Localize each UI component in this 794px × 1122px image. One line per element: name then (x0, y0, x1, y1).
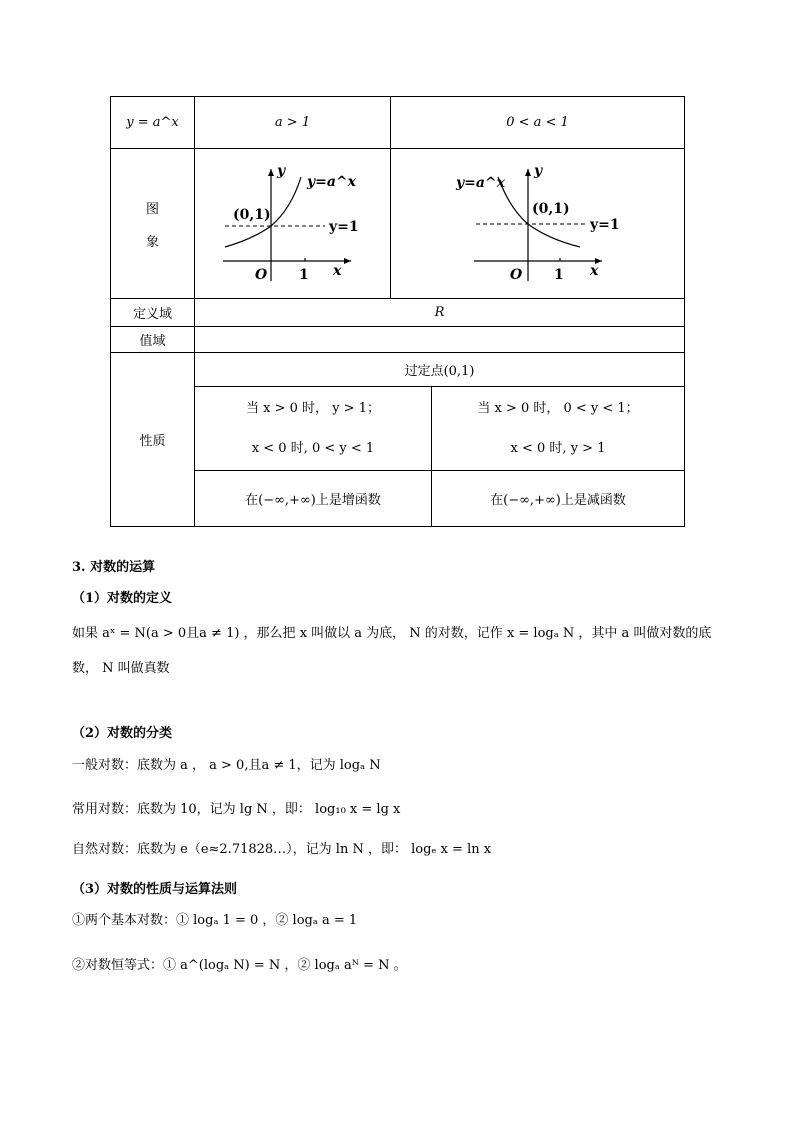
definition-line-1: 如果 aˣ = N(a > 0且a ≠ 1) ，那么把 x 叫做以 a 为底， N 的对数，记作 x = logₐ N ，其中 a 叫做对数的底 (72, 626, 712, 641)
graph-decreasing (448, 159, 628, 289)
prop-increasing-cell (195, 387, 432, 471)
line-label: y=1 (328, 218, 359, 235)
graph-cell-increasing (195, 149, 391, 299)
subsection-1-title: （1）对数的定义 (72, 591, 173, 606)
graph-label-1: 图 (145, 201, 159, 217)
rule-basic-logs: ①两个基本对数：① logₐ 1 = 0 ，② logₐ a = 1 (72, 913, 358, 928)
graph-label-2: 象 (145, 234, 159, 250)
exponential-function-table (110, 96, 685, 527)
fixed-point: 过定点(0,1) (404, 364, 475, 379)
mono1: 在(−∞,+∞)上是增函数 (245, 493, 381, 508)
property-label: 性质 (139, 434, 166, 449)
tick-label: 1 (553, 266, 564, 283)
definition-line-2: 数， N 叫做真数 (72, 661, 170, 676)
subsection-3-title: （3）对数的性质与运算法则 (72, 882, 238, 897)
line-label: y=1 (589, 216, 620, 233)
axis-x-label: x (589, 262, 598, 279)
origin-label: O (509, 266, 522, 283)
range-value-cell (195, 327, 685, 353)
mono-increasing-cell (195, 471, 432, 527)
curve-label: y=a^x (455, 174, 505, 191)
domain-value: R (434, 305, 445, 320)
origin-label: O (254, 266, 267, 283)
header-col2: 0 < a < 1 (506, 115, 569, 130)
domain-label-cell (111, 299, 195, 327)
prop2-line2: x < 0 时, y > 1 (510, 440, 606, 456)
header-func: y = a^x (126, 115, 179, 130)
rule-identity: ②对数恒等式：① a^(logₐ N) = N ，② logₐ aᴺ = N 。 (72, 958, 407, 973)
prop1-line2: x < 0 时, 0 < y < 1 (251, 440, 375, 456)
point-label: (0,1) (531, 200, 570, 217)
classification-common: 常用对数：底数为 10，记为 lg N ，即： log₁₀ x = lg x (72, 802, 401, 817)
graph-row-label (111, 149, 195, 299)
mono-decreasing-cell (432, 471, 685, 527)
axis-x-label: x (332, 262, 341, 279)
mono2: 在(−∞,+∞)上是减函数 (490, 493, 626, 508)
domain-label: 定义域 (132, 307, 172, 322)
classification-natural: 自然对数：底数为 e（e≈2.71828…），记为 ln N ，即： logₑ x = ln x (72, 842, 492, 857)
domain-value-cell (195, 299, 685, 327)
subsection-2-title: （2）对数的分类 (72, 726, 173, 741)
prop2-line1: 当 x > 0 时， 0 < y < 1； (477, 400, 639, 416)
graph-increasing (213, 159, 373, 289)
axis-y-label: y (276, 162, 285, 179)
range-label: 值域 (139, 334, 166, 349)
header-col1-cell (195, 97, 391, 149)
curve-label: y=a^x (306, 173, 356, 190)
prop-decreasing-cell (432, 387, 685, 471)
axis-y-label: y (533, 162, 542, 179)
point-label: (0,1) (232, 206, 271, 223)
header-col1: a > 1 (274, 115, 311, 130)
graph-cell-decreasing (391, 149, 685, 299)
fixed-point-cell (195, 353, 685, 387)
range-label-cell (111, 327, 195, 353)
tick-label: 1 (298, 266, 309, 283)
header-col2-cell (391, 97, 685, 149)
section-3-title: 3. 对数的运算 (72, 560, 156, 575)
classification-general: 一般对数：底数为 a ， a > 0,且a ≠ 1，记为 logₐ N (72, 758, 381, 773)
prop1-line1: 当 x > 0 时， y > 1； (246, 400, 380, 416)
property-label-cell (111, 353, 195, 527)
header-func-cell (111, 97, 195, 149)
